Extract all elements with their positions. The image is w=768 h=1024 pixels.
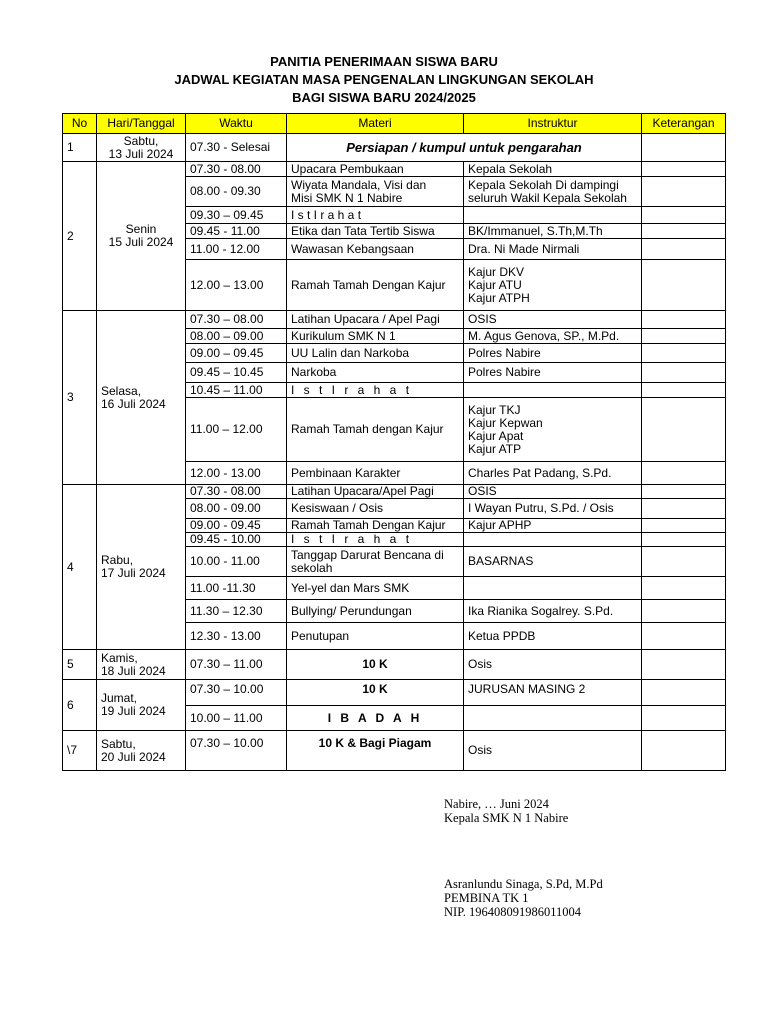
session-time: 08.00 – 09.00	[186, 329, 287, 344]
session-materi: I B A D A H	[287, 706, 464, 731]
table-header-row	[63, 114, 726, 134]
session-time: 10.00 - 11.00	[186, 547, 287, 577]
session-materi: Yel-yel dan Mars SMK	[287, 577, 464, 600]
session-time: 07.30 - Selesai	[186, 134, 287, 162]
column-header-no: No	[63, 114, 97, 134]
day-number: 3	[63, 311, 97, 485]
table-row	[63, 731, 726, 771]
day-number: 4	[63, 485, 97, 650]
table-row	[63, 485, 726, 499]
session-notes	[642, 344, 726, 363]
signature-name: Asranlundu Sinaga, S.Pd, M.Pd	[444, 877, 603, 891]
session-instructor: JURUSAN MASING 2	[464, 680, 642, 706]
session-instructor	[464, 383, 642, 398]
session-notes	[642, 329, 726, 344]
session-materi: Kurikulum SMK N 1	[287, 329, 464, 344]
session-materi: I s t I r a h a t	[287, 207, 464, 224]
table-row	[63, 680, 726, 706]
session-materi: Penutupan	[287, 623, 464, 650]
session-notes	[642, 311, 726, 329]
session-time: 12.00 - 13.00	[186, 462, 287, 485]
day-number: 2	[63, 162, 97, 311]
session-notes	[642, 383, 726, 398]
day-date: Rabu, 17 Juli 2024	[97, 485, 186, 650]
session-instructor: Kepala Sekolah Di dampingi seluruh Wakil Kepala Sekolah	[464, 177, 642, 207]
session-notes	[642, 363, 726, 383]
column-header-instructor: Instruktur	[464, 114, 642, 134]
session-time: 08.00 - 09.30	[186, 177, 287, 207]
session-materi: Kesiswaan / Osis	[287, 499, 464, 519]
session-notes	[642, 499, 726, 519]
session-instructor: I Wayan Putru, S.Pd. / Osis	[464, 499, 642, 519]
session-instructor: OSIS	[464, 311, 642, 329]
session-time: 07.30 – 10.00	[186, 680, 287, 706]
session-instructor: Ketua PPDB	[464, 623, 642, 650]
session-instructor: Kajur TKJ Kajur Kepwan Kajur Apat Kajur ATP	[464, 398, 642, 462]
session-time: 09.00 - 09.45	[186, 519, 287, 533]
session-instructor: Dra. Ni Made Nirmali	[464, 239, 642, 260]
session-instructor: Osis	[464, 731, 642, 771]
day-date: Senin 15 Juli 2024	[97, 162, 186, 311]
session-materi: Ramah Tamah Dengan Kajur	[287, 519, 464, 533]
table-row	[63, 134, 726, 162]
session-materi: Wiyata Mandala, Visi dan Misi SMK N 1 Nabire	[287, 177, 464, 207]
session-materi: Persiapan / kumpul untuk pengarahan	[287, 134, 642, 162]
session-materi: Tanggap Darurat Bencana di sekolah	[287, 547, 464, 577]
session-notes	[642, 224, 726, 239]
session-instructor	[464, 706, 642, 731]
session-time: 07.30 – 10.00	[186, 731, 287, 771]
day-number: 5	[63, 650, 97, 680]
session-time: 12.30 - 13.00	[186, 623, 287, 650]
session-notes	[642, 177, 726, 207]
day-date: Selasa, 16 Juli 2024	[97, 311, 186, 485]
day-date: Sabtu, 20 Juli 2024	[97, 731, 186, 771]
session-notes	[642, 260, 726, 311]
session-time: 09.30 – 09.45	[186, 207, 287, 224]
session-materi: I s t I r a h a t	[287, 533, 464, 547]
session-notes	[642, 680, 726, 706]
document-subtitle: JADWAL KEGIATAN MASA PENGENALAN LINGKUNGAN SEKOLAH	[174, 72, 594, 87]
session-notes	[642, 533, 726, 547]
day-number: 1	[63, 134, 97, 162]
session-time: 09.45 - 11.00	[186, 224, 287, 239]
session-time: 09.45 - 10.00	[186, 533, 287, 547]
signature-place-date: Nabire, … Juni 2024	[444, 797, 549, 811]
session-materi: 10 K	[287, 650, 464, 680]
session-instructor: Kajur DKV Kajur ATU Kajur ATPH	[464, 260, 642, 311]
table-row	[63, 311, 726, 329]
session-materi: 10 K	[287, 680, 464, 706]
session-materi: Ramah Tamah dengan Kajur	[287, 398, 464, 462]
day-number: \7	[63, 731, 97, 771]
session-instructor: Polres Nabire	[464, 344, 642, 363]
day-number: 6	[63, 680, 97, 731]
session-notes	[642, 731, 726, 771]
session-materi: Etika dan Tata Tertib Siswa	[287, 224, 464, 239]
session-notes	[642, 398, 726, 462]
session-time: 09.00 – 09.45	[186, 344, 287, 363]
session-instructor: OSIS	[464, 485, 642, 499]
session-notes	[642, 239, 726, 260]
session-time: 12.00 – 13.00	[186, 260, 287, 311]
session-time: 11.00 – 12.00	[186, 398, 287, 462]
session-materi: Upacara Pembukaan	[287, 162, 464, 177]
column-header-notes: Keterangan	[642, 114, 726, 134]
session-notes	[642, 600, 726, 623]
session-materi: Ramah Tamah Dengan Kajur	[287, 260, 464, 311]
signature-position: Kepala SMK N 1 Nabire	[444, 811, 569, 825]
document-title: PANITIA PENERIMAAN SISWA BARU	[270, 54, 498, 69]
session-instructor: M. Agus Genova, SP., M.Pd.	[464, 329, 642, 344]
session-notes	[642, 519, 726, 533]
session-materi: Pembinaan Karakter	[287, 462, 464, 485]
session-time: 11.00 -11.30	[186, 577, 287, 600]
session-time: 08.00 - 09.00	[186, 499, 287, 519]
session-notes	[642, 547, 726, 577]
session-materi: Latihan Upacara/Apel Pagi	[287, 485, 464, 499]
column-header-day: Hari/Tanggal	[97, 114, 186, 134]
session-notes	[642, 577, 726, 600]
session-notes	[642, 623, 726, 650]
day-date: Kamis, 18 Juli 2024	[97, 650, 186, 680]
session-time: 07.30 - 08.00	[186, 162, 287, 177]
table-row	[63, 650, 726, 680]
session-instructor	[464, 207, 642, 224]
day-date: Sabtu, 13 Juli 2024	[97, 134, 186, 162]
session-instructor: Charles Pat Padang, S.Pd.	[464, 462, 642, 485]
session-instructor: BK/Immanuel, S.Th,M.Th	[464, 224, 642, 239]
session-instructor: BASARNAS	[464, 547, 642, 577]
session-time: 10.00 – 11.00	[186, 706, 287, 731]
session-instructor: Kepala Sekolah	[464, 162, 642, 177]
column-header-time: Waktu	[186, 114, 287, 134]
session-materi: Bullying/ Perundungan	[287, 600, 464, 623]
session-instructor: Kajur APHP	[464, 519, 642, 533]
session-instructor: Ika Rianika Sogalrey. S.Pd.	[464, 600, 642, 623]
session-time: 10.45 – 11.00	[186, 383, 287, 398]
session-materi: 10 K & Bagi Piagam	[287, 731, 464, 771]
session-time: 07.30 – 11.00	[186, 650, 287, 680]
session-notes	[642, 207, 726, 224]
session-time: 11.00 - 12.00	[186, 239, 287, 260]
session-instructor: Osis	[464, 650, 642, 680]
session-instructor: Polres Nabire	[464, 363, 642, 383]
session-instructor	[464, 533, 642, 547]
session-materi: I s t I r a h a t	[287, 383, 464, 398]
signature-rank: PEMBINA TK 1	[444, 891, 529, 905]
column-header-materi: Materi	[287, 114, 464, 134]
session-materi: Wawasan Kebangsaan	[287, 239, 464, 260]
session-time: 07.30 – 08.00	[186, 311, 287, 329]
session-materi: Latihan Upacara / Apel Pagi	[287, 311, 464, 329]
session-notes	[642, 485, 726, 499]
session-notes	[642, 162, 726, 177]
session-time: 11.30 – 12.30	[186, 600, 287, 623]
table-row	[63, 162, 726, 177]
document-subtitle-year: BAGI SISWA BARU 2024/2025	[292, 90, 476, 105]
day-date: Jumat, 19 Juli 2024	[97, 680, 186, 731]
session-time: 07.30 - 08.00	[186, 485, 287, 499]
session-materi: UU Lalin dan Narkoba	[287, 344, 464, 363]
session-time: 09.45 – 10.45	[186, 363, 287, 383]
session-notes	[642, 462, 726, 485]
session-instructor	[464, 577, 642, 600]
session-notes	[642, 134, 726, 162]
session-materi: Narkoba	[287, 363, 464, 383]
session-notes	[642, 706, 726, 731]
signature-nip: NIP. 196408091986011004	[444, 905, 582, 919]
schedule-table	[62, 113, 726, 771]
session-notes	[642, 650, 726, 680]
